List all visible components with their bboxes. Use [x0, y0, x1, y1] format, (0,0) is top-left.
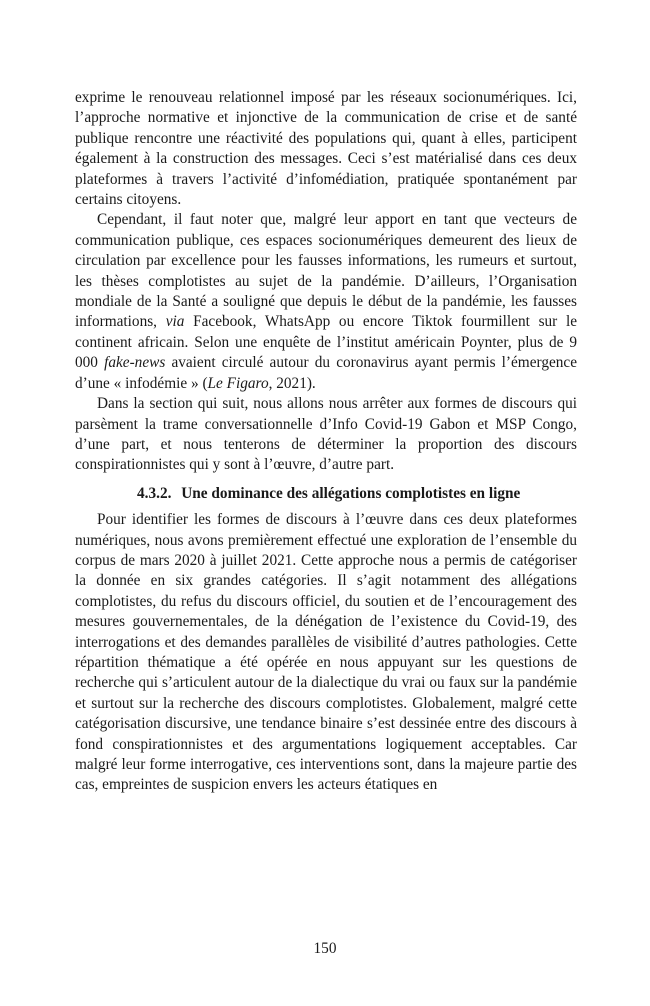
section-number: 4.3.2.	[137, 484, 172, 502]
paragraph-2	[75, 210, 577, 394]
paragraph-2-part-c: avaient circulé autour du coronavirus ayant permis l’émergence d’une « infodémie » (	[75, 354, 577, 392]
italic-source: Le Figaro	[207, 374, 269, 392]
paragraph-3: Dans la section qui suit, nous allons nous arrêter aux formes de discours qui parsèment la trame conversationnelle d’Info Covid-19 Gabon et MSP Congo, d’une part, et nous tenterons de déterminer la proportion des discours conspirationnistes qui y sont à l’œuvre, d’autre part.	[75, 395, 577, 474]
italic-fake-news: fake-news	[104, 354, 166, 372]
paragraph-4: Pour identifier les formes de discours à l’œuvre dans ces deux plateformes numériques, nous avons premièrement effectué une exploration de l’ensemble du corpus de mars 2020 à juillet 2021. Cette approche nous a permis de catégoriser la donnée en six grandes catégories. Il s’agit notamment des allégations complotistes, du refus du discours officiel, du soutien et de l’encouragement des mesures gouvernementales, de la dénégation de l’existence du Covid-19, des interrogations et des demandes parallèles de visibilité d’autres pathologies. Cette répartition thématique a été opérée en nous appuyant sur les questions de recherche qui s’articulent autour de la dialectique du vrai ou faux sur la pandémie et surtout sur la recherche des discours complotistes. Globalement, malgré cette catégorisation discursive, une tendance binaire s’est dessinée entre des discours à fond conspirationnistes et des argumentations logiquement acceptables. Car malgré leur forme interrogative, ces interventions sont, dans la majeure partie des cas, empreintes de suspicion envers les acteurs étatiques en	[75, 511, 577, 794]
paragraph-2-part-a: Cependant, il faut noter que, malgré leur apport en tant que vecteurs de communication publique, ces espaces socionumériques demeurent des lieux de circulation par excellence pour les fausses informations, les rumeurs et surtout, les thèses complotistes au sujet de la pandémie. D’ailleurs, l’Organisation mondiale de la Santé a souligné que depuis le début de la pandémie, les fausses informations,	[75, 211, 577, 331]
section-title: Une dominance des allégations complotistes en ligne	[181, 484, 521, 502]
paragraph-1: exprime le renouveau relationnel imposé par les réseaux socionumériques. Ici, l’approche normative et injonctive de la communication de crise et de santé publique rencontre une réactivité des populations qui, quant à elles, participent également à la construction des messages. Ceci s’est matérialisé dans ces deux plateformes à travers l’activité d’infomédiation, pratiquée spontanément par certains citoyens.	[75, 89, 577, 209]
paragraph-2-part-d: , 2021).	[268, 374, 316, 392]
paragraph-2-part-b: Facebook, WhatsApp ou encore Tiktok fourmillent sur le continent africain. Selon une enquête de l’institut américain Poynter, plus de 9 000	[75, 313, 577, 372]
page-number: 150	[313, 940, 337, 957]
italic-via: via	[165, 313, 185, 331]
page-body	[75, 88, 577, 796]
section-heading	[75, 484, 577, 504]
